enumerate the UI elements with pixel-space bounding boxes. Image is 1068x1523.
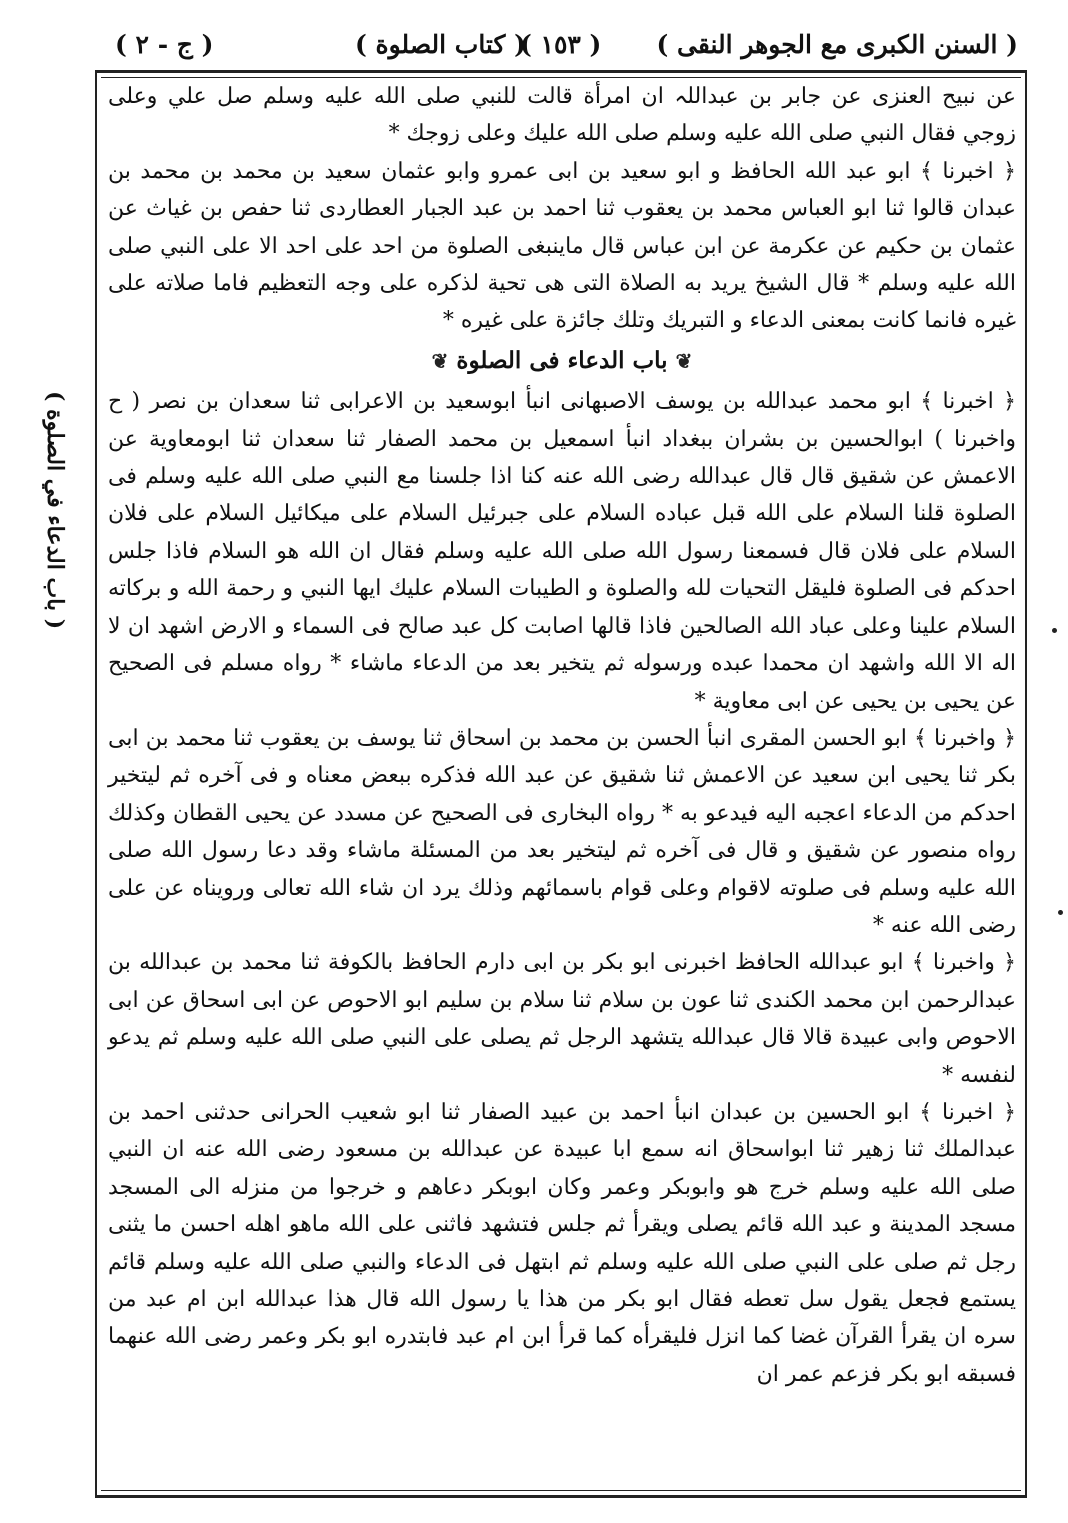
page-header (100, 20, 1020, 72)
chapter-title: ( كتاب الصلوة ) (355, 30, 526, 59)
margin-dot (1052, 628, 1057, 633)
ornament-icon: ❦ (675, 348, 693, 373)
paragraph: ﴿ واخبرنا ﴾ ابو عبدالله الحافظ اخبرنى ابو بكر بن ابى دارم الحافظ بالكوفة ثنا محمد بن عبدالله بن عبدالرحمن ابن محمد الكندى ثنا عون بن سلام ثنا سلام بن سليم ابو الاحوص عن ابى اسحاق عن ابى الاحوص وابى عبيدة قالا قال عبدالله يتشهد الرجل ثم يصلى على النبي صلى الله عليه وسلم ثم يدعو لنفسه * (108, 950, 1016, 1088)
page-number: ( ١٥٣ ) (520, 30, 602, 59)
paragraph: ﴿ اخبرنا ﴾ ابو عبد الله الحافظ و ابو سعيد بن ابى عمرو وابو عثمان سعيد بن محمد بن محمد بن عبدان قالوا ثنا ابو العباس محمد بن يعقوب ثنا احمد بن عبد الجبار العطاردى ثنا حفص بن غياث عن عثمان بن حكيم عن عكرمة عن ابن عباس قال ماينبغى الصلوة من احد على احد الا على النبي صلى الله عليه وسلم * قال الشيخ يريد به الصلاة التى هى تحية لذكره على وجه التعظيم فاما صلاته على غيره فانما كانت بمعنى الدعاء و التبريك وتلك جائزة على غيره * (108, 158, 1016, 334)
book-title: ( السنن الكبرى مع الجوهر النقى ) (656, 30, 1018, 59)
paragraph: ﴿ اخبرنا ﴾ ابو محمد عبدالله بن يوسف الاصبهانى انبأ ابوسعيد بن الاعرابى ثنا سعدان بن نصر ( ح واخبرنا ) ابوالحسين بن بشران ببغداد انبأ اسمعيل بن محمد الصفار ثنا سعدان ثنا ابومعاوية عن الاعمش عن شقيق قال قال عبدالله رضى الله عنه كنا اذا جلسنا مع النبي صلى الله عليه وسلم فى الصلوة قلنا السلام على الله قبل عباده السلام على جبرئيل السلام على ميكائيل السلام على فلان السلام على فلان قال فسمعنا رسول الله صلى الله عليه وسلم فقال ان الله هو السلام فاذا جلس احدكم فى الصلوة فليقل التحيات لله والصلوة و الطيبات السلام عليك ايها النبي و رحمة الله و بركاته السلام علينا وعلى عباد الله الصالحين فاذا قالها اصابت كل عبد صالح فى السماء و الارض اشهد ان لا اله الا الله واشهد ان محمدا عبده ورسوله ثم يتخير بعد من الدعاء ماشاء * رواه مسلم فى الصحيح عن يحيى بن يحيى عن ابى معاوية * (108, 389, 1016, 714)
section-heading-text: باب الدعاء فى الصلوة (456, 346, 668, 374)
side-chapter-title: ( باب الدعاء في الصلوة ) (42, 390, 68, 630)
main-text (108, 78, 1016, 1393)
frame-bottom-rule (101, 1490, 1021, 1491)
volume-number: ( ج - ٢ ) (115, 30, 214, 59)
ornament-icon: ❦ (431, 348, 449, 373)
section-heading (108, 342, 1016, 380)
paragraph: ﴿ واخبرنا ﴾ ابو الحسن المقرى انبأ الحسن بن محمد بن اسحاق ثنا يوسف بن يعقوب ثنا محمد بن ابى بكر ثنا يحيى ابن سعيد عن الاعمش ثنا شقيق عن عبد الله فذكره ببعض معناه و فى آخره ثم ليتخير احدكم من الدعاء اعجبه اليه فيدعو به * رواه البخارى فى الصحيح عن مسدد عن يحيى القطان وكذلك رواه منصور عن شقيق و قال فى آخره ثم ليتخير بعد من المسئلة ماشاء وقد دعا رسول الله صلى الله عليه وسلم فى صلوته لاقوام وعلى قوام باسمائهم وذلك يرد ان شاء الله تعالى ورويناه عن على رضى الله عنه * (108, 725, 1017, 938)
paragraph: ﴿ اخبرنا ﴾ ابو الحسين بن عبدان انبأ احمد بن عبيد الصفار ثنا ابو شعيب الحرانى حدثنى احمد بن عبدالملك ثنا زهير ثنا ابواسحاق انه سمع ابا عبيدة عن عبدالله بن مسعود رضى الله عنه ان النبي صلى الله عليه وسلم خرج هو وابوبكر وعمر وكان ابوبكر دعاهم و خرجوا من منزله الى المسجد مسجد المدينة و عبد الله قائم يصلى ويقرأ ثم جلس فتشهد فاثنى على الله ماهو اهله احسن ما يثنى رجل ثم صلى على النبي صلى الله عليه وسلم ثم ابتهل فى الدعاء والنبي صلى الله عليه وسلم قائم يستمع فجعل يقول سل تعطه فقال ابو بكر من هذا يا رسول الله قال هذا عبدالله ابن ام عبد من سره ان يقرأ القرآن غضا كما انزل فليقرأه كما قرأ ابن ام عبد فابتدره ابو بكر وعمر رضى الله عنهما فسبقه ابو بكر فزعم عمر ان (108, 1099, 1016, 1387)
paragraph: عن نبيح العنزى عن جابر بن عبداللہ ان امرأة قالت للنبي صلى الله عليه وسلم صل علي وعلى زوجي فقال النبي صلى الله عليه وسلم صلى الله عليك وعلى زوجك * (108, 84, 1016, 147)
margin-dot (1058, 910, 1063, 915)
